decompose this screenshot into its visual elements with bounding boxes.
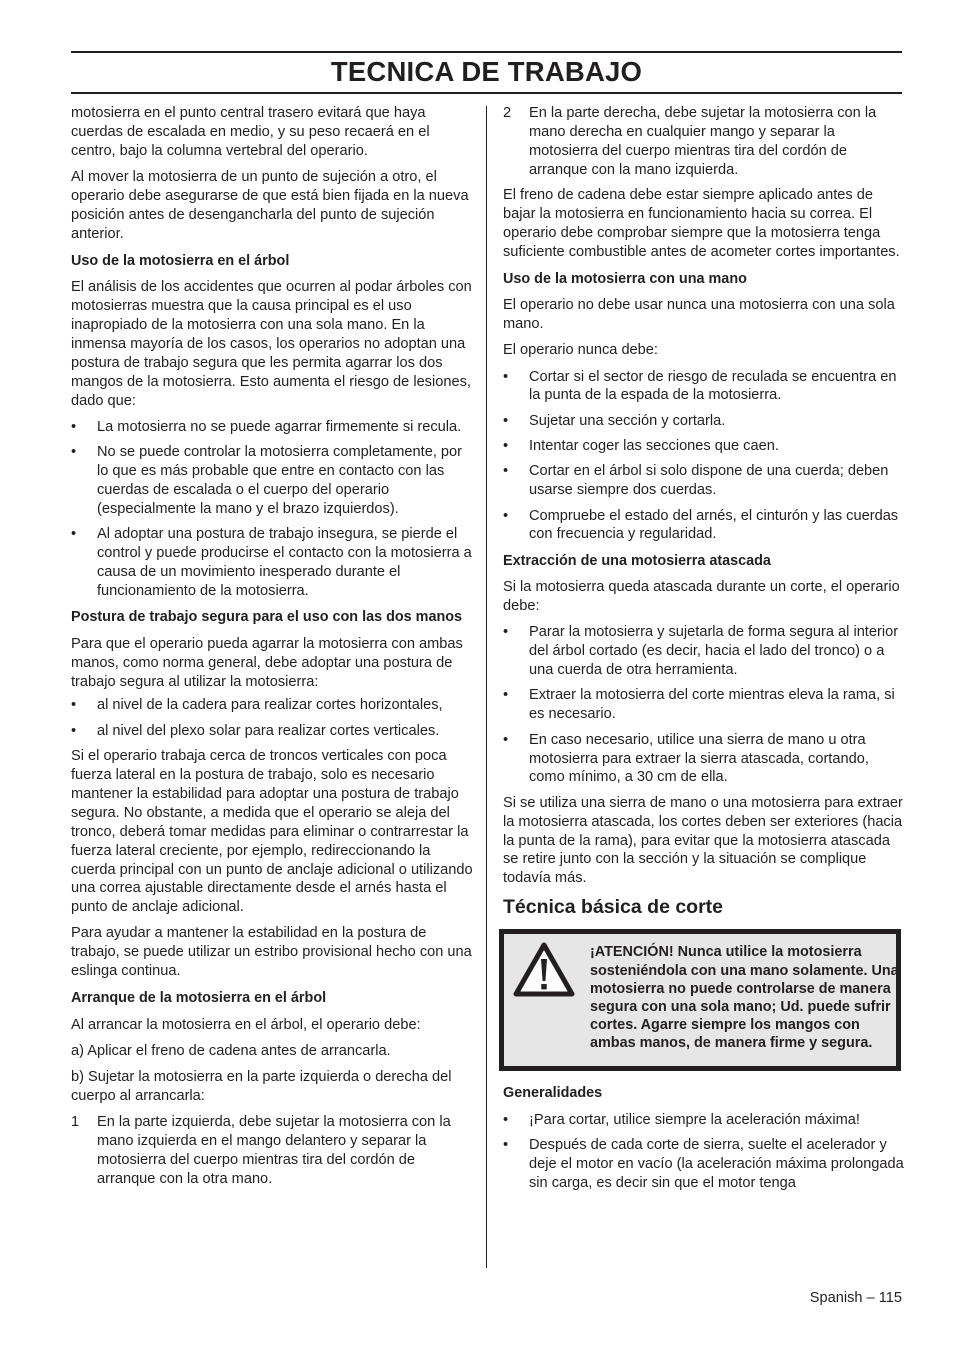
list-item [503,731,905,788]
list-item-text: Después de cada corte de sierra, suelte el acelerador y deje el motor en vacío (la aceleración máxima prolongada sin carga, es decir sin que el motor tenga [529,1137,904,1192]
list-item [503,686,905,724]
title-rule [71,92,902,94]
bullet-marker: • [503,1112,509,1129]
page-number: Spanish – 115 [809,1290,902,1306]
subheading: Postura de trabajo segura para el uso con las dos manos [71,609,463,626]
list-item-text: Cortar si el sector de riesgo de reculada se encuentra en la punta de la espada de la motosierra. [529,368,897,404]
list-item [503,623,905,680]
list-item-text: ¡Para cortar, utilice siempre la aceleración máxima! [529,1112,860,1129]
list-item-text: Parar la motosierra y sujetarla de forma segura al interior del árbol cortado (es decir, hacia el lado del tronco) o a una cuerda de otra herramienta. [529,624,899,679]
bullet-marker: • [503,731,509,748]
list-item-text: En caso necesario, utilice una sierra de mano u otra motosierra para extraer la sierra atascada, cortando, como mínimo, a 30 cm de ella. [529,731,869,786]
warning-box [499,929,901,1071]
top-rule [71,51,902,53]
paragraph: a) Aplicar el freno de cadena antes de arrancarla. [71,1043,391,1060]
list-item [503,462,905,500]
paragraph: El operario no debe usar nunca una motosierra con una sola mano. [503,297,895,333]
list-item [71,525,476,601]
column-divider [486,106,487,1268]
bullet-marker: • [71,526,77,543]
list-item-text: No se puede controlar la motosierra completamente, por lo que es más probable que entre en contacto con las cuerdas de escalada o el cuerpo del operario (especialmente la mano y el brazo izquierdos). [97,444,463,517]
bullet-marker: • [503,463,509,480]
bullet-marker: • [503,507,509,524]
bullet-marker: • [71,722,77,739]
paragraph: Para ayudar a mantener la estabilidad en la postura de trabajo, se puede utilizar un estribo provisional hecho con una eslinga continua. [71,925,472,980]
list-item [503,368,905,406]
list-item-text: La motosierra no se puede agarrar firmemente si recula. [97,418,462,435]
numbered-item-text: En la parte derecha, debe sujetar la motosierra con la mano derecha en cualquier mango y separar la motosierra del cuerpo mientras tira del cordón de arranque con la mano izquierda. [529,105,877,178]
bullet-marker: • [503,687,509,704]
paragraph: Al mover la motosierra de un punto de sujeción a otro, el operario debe asegurarse de que está bien fijada en la nueva posición antes de desengancharla del punto de sujeción anterior. [71,168,469,242]
paragraph: El freno de cadena debe estar siempre aplicado antes de bajar la motosierra en funcionamiento hacia su correa. El operario debe comprobar siempre que la motosierra tenga suficiente combustible antes de acometer cortes importantes. [503,187,900,260]
subheading: Uso de la motosierra con una mano [503,270,747,287]
subheading: Arranque de la motosierra en el árbol [71,990,327,1007]
page-title: TECNICA DE TRABAJO [330,56,643,87]
right-column [503,104,905,1199]
list-item-text: Intentar coger las secciones que caen. [529,438,779,455]
bullet-marker: • [503,624,509,641]
paragraph: Si la motosierra queda atascada durante un corte, el operario debe: [503,579,900,615]
numbered-item [503,104,905,180]
list-item [503,1111,905,1130]
bullet-marker: • [71,697,77,714]
list-item-text: al nivel de la cadera para realizar cortes horizontales, [97,697,443,714]
bullet-marker: • [503,438,509,455]
paragraph: Para que el operario pueda agarrar la motosierra con ambas manos, como norma general, debe adoptar una postura de trabajo segura al utilizar la motosierra: [71,635,463,690]
list-item [503,412,905,431]
list-item [503,437,905,456]
warning-text: ¡ATENCIÓN! Nunca utilice la motosierra sosteniéndola con una mano solamente. Una motosierra no puede controlarse de manera segura con una sola mano; Ud. puede sufrir cortes. Agarre siempre los mangos con ambas manos, de manera firme y segura. [590,944,899,1052]
list-item-text: Extraer la motosierra del corte mientras eleva la rama, si es necesario. [529,687,895,723]
paragraph: El operario nunca debe: [503,342,658,359]
list-item [71,418,476,437]
numbered-item-text: En la parte izquierda, debe sujetar la motosierra con la mano izquierda en el mango delantero y separar la motosierra del cuerpo mientras tira del cordón de arranque con la otra mano. [97,1114,451,1187]
paragraph: motosierra en el punto central trasero evitará que haya cuerdas de escalada en medio, y su peso recaerá en el centro, bajo la columna vertebral del operario. [71,105,430,159]
paragraph: El análisis de los accidentes que ocurren al podar árboles con motosierras muestra que la causa principal es el uso inapropiado de la motosierra con una sola mano. En la inmensa mayoría de los casos, los operarios no adoptan una postura de trabajo segura que les permita agarrar los dos mangos de la motosierra. Esto aumenta el riesgo de lesiones, dado que: [71,279,472,409]
list-item [71,696,476,715]
bullet-marker: • [71,444,77,461]
warning-triangle-icon [513,942,575,998]
list-item [503,1136,905,1193]
number-marker: 2 [503,105,512,121]
paragraph: b) Sujetar la motosierra en la parte izquierda o derecha del cuerpo al arrancarla: [71,1069,452,1105]
numbered-item [71,1113,476,1189]
bullet-marker: • [503,1137,509,1154]
bullet-marker: • [503,368,509,385]
list-item-text: Cortar en el árbol si solo dispone de una cuerda; deben usarse siempre dos cuerdas. [529,463,889,499]
list-item-text: Sujetar una sección y cortarla. [529,412,726,429]
number-marker: 1 [71,1114,80,1131]
paragraph: Al arrancar la motosierra en el árbol, el operario debe: [71,1016,421,1033]
bullet-marker: • [503,412,509,429]
list-item-text: Al adoptar una postura de trabajo insegura, se pierde el control y puede producirse el contacto con la motosierra a causa de un movimiento inesperado durante el funcionamiento de la motosierra. [97,526,472,599]
subheading: Uso de la motosierra en el árbol [71,252,290,269]
list-item [503,507,905,545]
section-title: Técnica básica de corte [503,896,724,919]
subheading: Extracción de una motosierra atascada [503,552,771,569]
list-item [71,722,476,741]
paragraph: Si se utiliza una sierra de mano o una motosierra para extraer la motosierra atascada, los cortes deben ser exteriores (hacia la punta de la rama), para evitar que la motosierra atascada se retire junto con la sección y la situación se complique todavía más. [503,794,903,887]
subheading: Generalidades [503,1085,603,1102]
paragraph: Si el operario trabaja cerca de troncos verticales con poca fuerza lateral en la postura de trabajo, solo es necesario mantener la estabilidad para adoptar una postura de trabajo segura. No obstante, a medida que el operario se aleja del tronco, deberá tomar medidas para eliminar o contrarrestar la fuerza lateral creciente, por ejemplo, redireccionando la cuerda principal con un punto de anclaje adicional o utilizando una correa ajustable directamente desde el arnés hasta el punto de anclaje adicional. [71,748,473,916]
list-item [71,443,476,519]
list-item-text: Compruebe el estado del arnés, el cinturón y las cuerdas con frecuencia y regularidad. [529,507,899,543]
list-item-text: al nivel del plexo solar para realizar cortes verticales. [97,722,440,739]
left-column [71,104,476,1195]
bullet-marker: • [71,418,77,435]
